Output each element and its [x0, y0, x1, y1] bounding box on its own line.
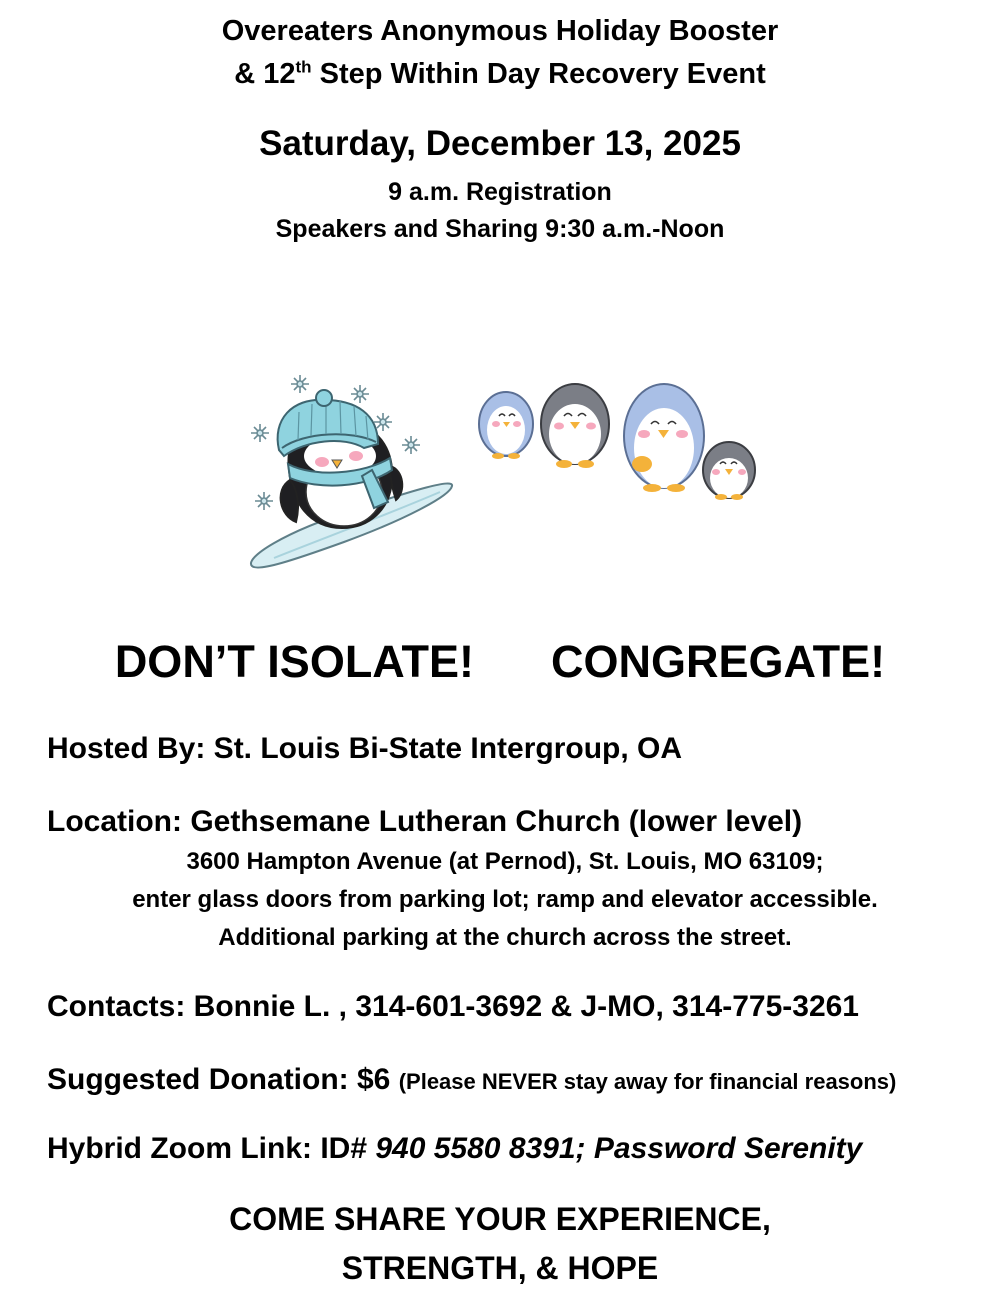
address-line-3: Additional parking at the church across the street. [218, 924, 792, 951]
snowboard-penguin-icon [244, 370, 459, 575]
slogan-part-1: DON’T ISOLATE! [114, 636, 474, 687]
title-line-2 [0, 53, 1000, 96]
donation-note: (Please NEVER stay away for financial reasons) [398, 1069, 897, 1094]
closing-line-2: STRENGTH, & HOPE [341, 1250, 659, 1286]
title-line-1: Overeaters Anonymous Holiday Booster [221, 15, 779, 47]
title-superscript: th [295, 57, 312, 77]
title-line-2-suffix: Step Within Day Recovery Event [311, 58, 766, 90]
location-label: Location: Gethsemane Lutheran Church (lower level) [47, 805, 803, 838]
closing-message [0, 1195, 1000, 1293]
zoom-details: 940 5580 8391; Password Serenity [375, 1132, 863, 1165]
event-title [0, 10, 1000, 96]
donation-label: Suggested Donation: $6 [47, 1063, 391, 1096]
gray-penguin-icon [541, 384, 609, 468]
sharing-time: Speakers and Sharing 9:30 a.m.-Noon [275, 215, 725, 243]
location-address [5, 843, 1000, 957]
penguin-family-icon [472, 378, 762, 503]
slogan [0, 636, 1000, 688]
suggested-donation [47, 1063, 896, 1097]
closing-line-1: COME SHARE YOUR EXPERIENCE, [229, 1201, 771, 1237]
large-blue-penguin-icon [624, 384, 704, 492]
contacts: Contacts: Bonnie L. , 314-601-3692 & J-MO, 314-775-3261 [47, 990, 859, 1023]
address-line-2: enter glass doors from parking lot; ramp and elevator accessible. [132, 886, 878, 913]
zoom-link [47, 1132, 862, 1166]
small-gray-penguin-icon [703, 442, 755, 500]
hosted-by: Hosted By: St. Louis Bi-State Intergroup, OA [47, 732, 683, 765]
registration-time: 9 a.m. Registration [388, 178, 612, 206]
address-line-1: 3600 Hampton Avenue (at Pernod), St. Louis, MO 63109; [186, 848, 824, 875]
slogan-part-2: CONGREGATE! [551, 636, 886, 687]
title-line-2-prefix: & 12 [234, 58, 296, 90]
zoom-label: Hybrid Zoom Link: ID# [47, 1132, 376, 1165]
small-blue-penguin-icon [479, 392, 533, 459]
event-date: Saturday, December 13, 2025 [259, 124, 741, 163]
